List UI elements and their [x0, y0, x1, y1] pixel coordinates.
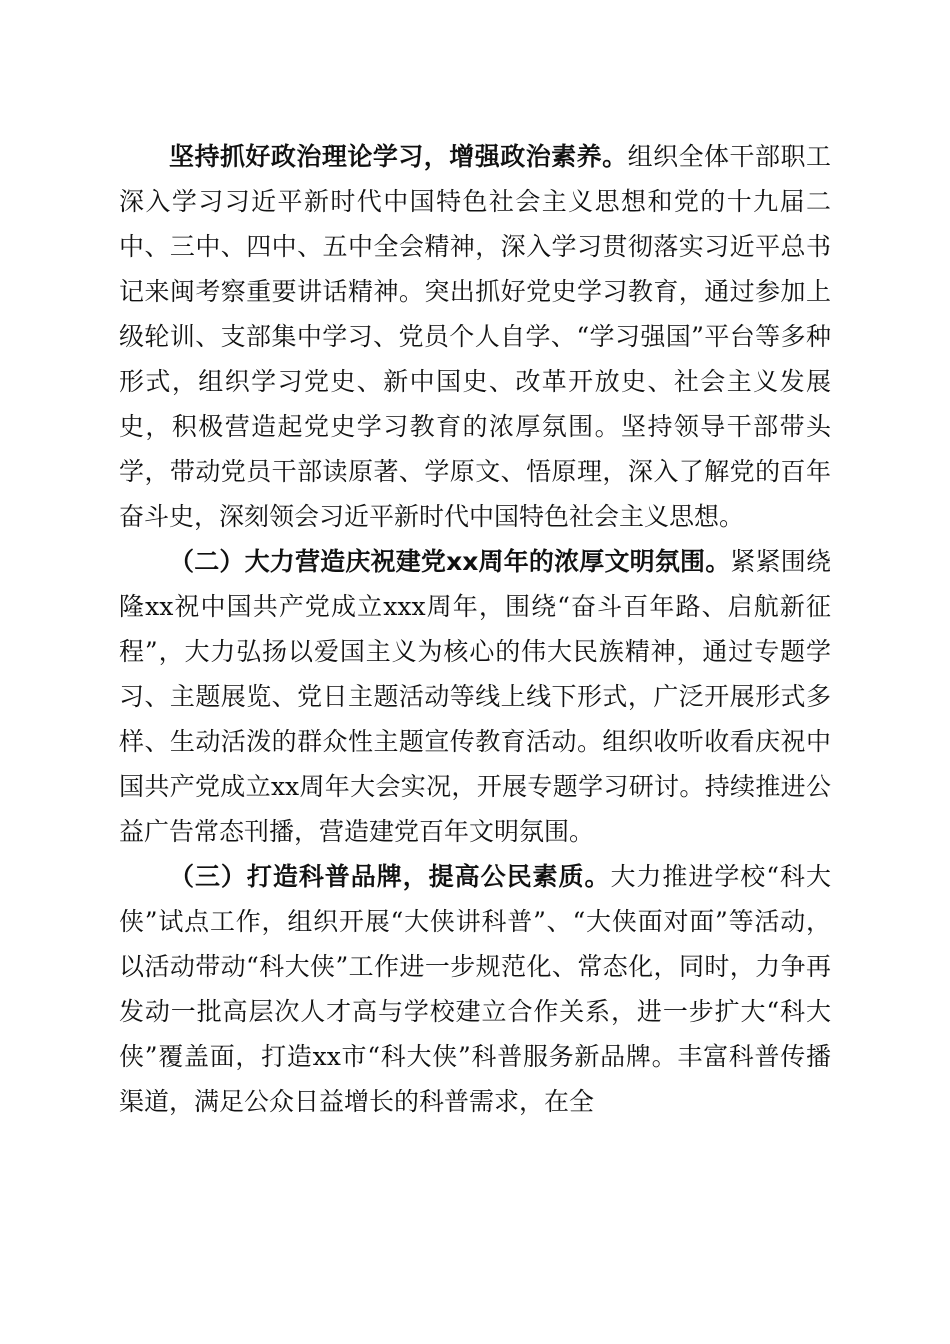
paragraph-heading: （二）大力营造庆祝建党xx周年的浓厚文明氛围。: [169, 547, 731, 576]
paragraph-political-study: [119, 134, 831, 539]
paragraph-text: 组织全体干部职工深入学习习近平新时代中国特色社会主义思想和党的十九届二中、三中、四中、五中全会精神，深入学习贯彻落实习近平总书记来闽考察重要讲话精神。突出抓好党史学习教育，通过参加上级轮训、支部集中学习、党员个人自学、“学习强国”平台等多种形式，组织学习党史、新中国史、改革开放史、社会主义发展史，积极营造起党史学习教育的浓厚氛围。坚持领导干部带头学，带动党员干部读原著、学原文、悟原理，深入了解党的百年奋斗史，深刻领会习近平新时代中国特色社会主义思想。: [119, 142, 831, 531]
paragraph-text: 大力推进学校“科大侠”试点工作，组织开展“大侠讲科普”、“大侠面对面”等活动，以活动带动“科大侠”工作进一步规范化、常态化，同时，力争再发动一批高层次人才高与学校建立合作关系，进一步扩大“科大侠”覆盖面，打造xx市“科大侠”科普服务新品牌。丰富科普传播渠道，满足公众日益增长的科普需求，在全: [119, 862, 831, 1116]
paragraph-science-brand: [119, 854, 831, 1124]
paragraph-heading: （三）打造科普品牌，提高公民素质。: [169, 862, 611, 891]
paragraph-heading: 坚持抓好政治理论学习，增强政治素养。: [169, 142, 628, 171]
paragraph-text: 紧紧围绕隆xx祝中国共产党成立xxx周年，围绕“奋斗百年路、启航新征程”，大力弘扬以爱国主义为核心的伟大民族精神，通过专题学习、主题展览、党日主题活动等线上线下形式，广泛开展形式多样、生动活泼的群众性主题宣传教育活动。组织收听收看庆祝中国共产党成立xx周年大会实况，开展专题学习研讨。持续推进公益广告常态刊播，营造建党百年文明氛围。: [119, 547, 831, 846]
paragraph-party-anniversary: [119, 539, 831, 854]
document-body: [119, 134, 831, 1124]
